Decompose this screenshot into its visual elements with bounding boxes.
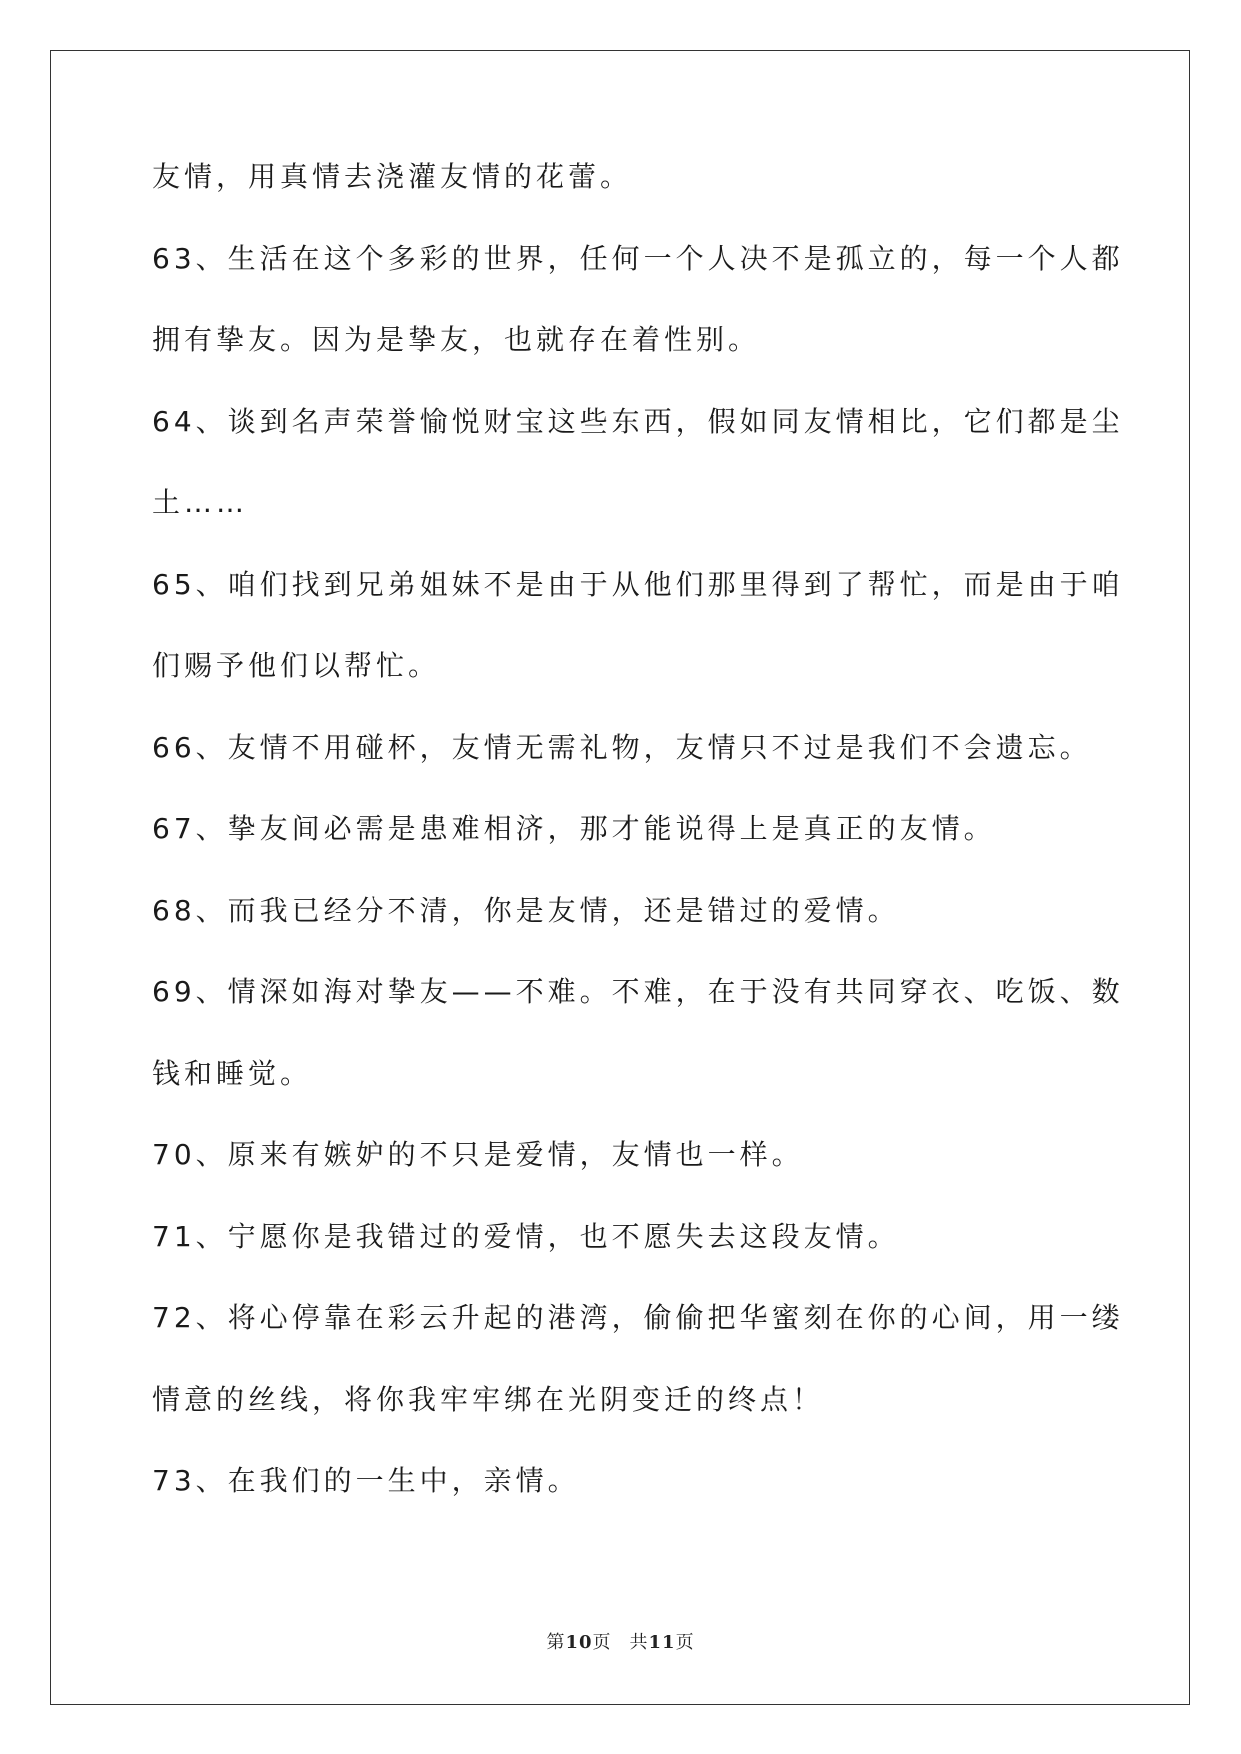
text-line: 们赐予他们以帮忙。 [152,649,441,682]
page-footer [0,1628,1241,1654]
text-line: 71、宁愿你是我错过的爱情，也不愿失去这段友情。 [152,1219,900,1253]
footer-total-suffix: 页 [675,1632,695,1653]
text-line: 66、友情不用碰杯，友情无需礼物，友情只不过是我们不会遗忘。 [152,730,1092,764]
current-page-number: 10 [565,1632,593,1653]
total-pages-number: 11 [648,1632,676,1653]
text-line: 70、原来有嫉妒的不只是爱情，友情也一样。 [152,1138,804,1171]
text-line: 友情，用真情去浇灌友情的花蕾。 [152,160,633,193]
text-line: 钱和睡觉。 [152,1056,313,1090]
text-line: 72、将心停靠在彩云升起的港湾，偷偷把华蜜刻在你的心间，用一缕 [152,1301,1124,1334]
text-line: 73、在我们的一生中，亲情。 [152,1464,580,1497]
text-line: 69、情深如海对挚友——不难。不难，在于没有共同穿衣、吃饭、数 [152,975,1124,1008]
text-line: 拥有挚友。因为是挚友，也就存在着性别。 [152,323,761,356]
footer-page-suffix: 页 [592,1632,612,1653]
footer-total-prefix: 共 [629,1632,649,1653]
text-line: 65、咱们找到兄弟姐妹不是由于从他们那里得到了帮忙，而是由于咱 [152,567,1124,601]
text-line: 64、谈到名声荣誉愉悦财宝这些东西，假如同友情相比，它们都是尘 [152,404,1124,438]
text-line: 土…… [152,486,249,519]
text-line: 情意的丝线，将你我牢牢绑在光阴变迁的终点！ [152,1382,825,1416]
text-line: 67、挚友间必需是患难相济，那才能说得上是真正的友情。 [152,812,996,845]
text-line: 63、生活在这个多彩的世界，任何一个人决不是孤立的，每一个人都 [152,241,1124,275]
document-body [152,160,1124,1548]
footer-prefix: 第 [546,1632,566,1653]
text-line: 68、而我已经分不清，你是友情，还是错过的爱情。 [152,893,900,927]
